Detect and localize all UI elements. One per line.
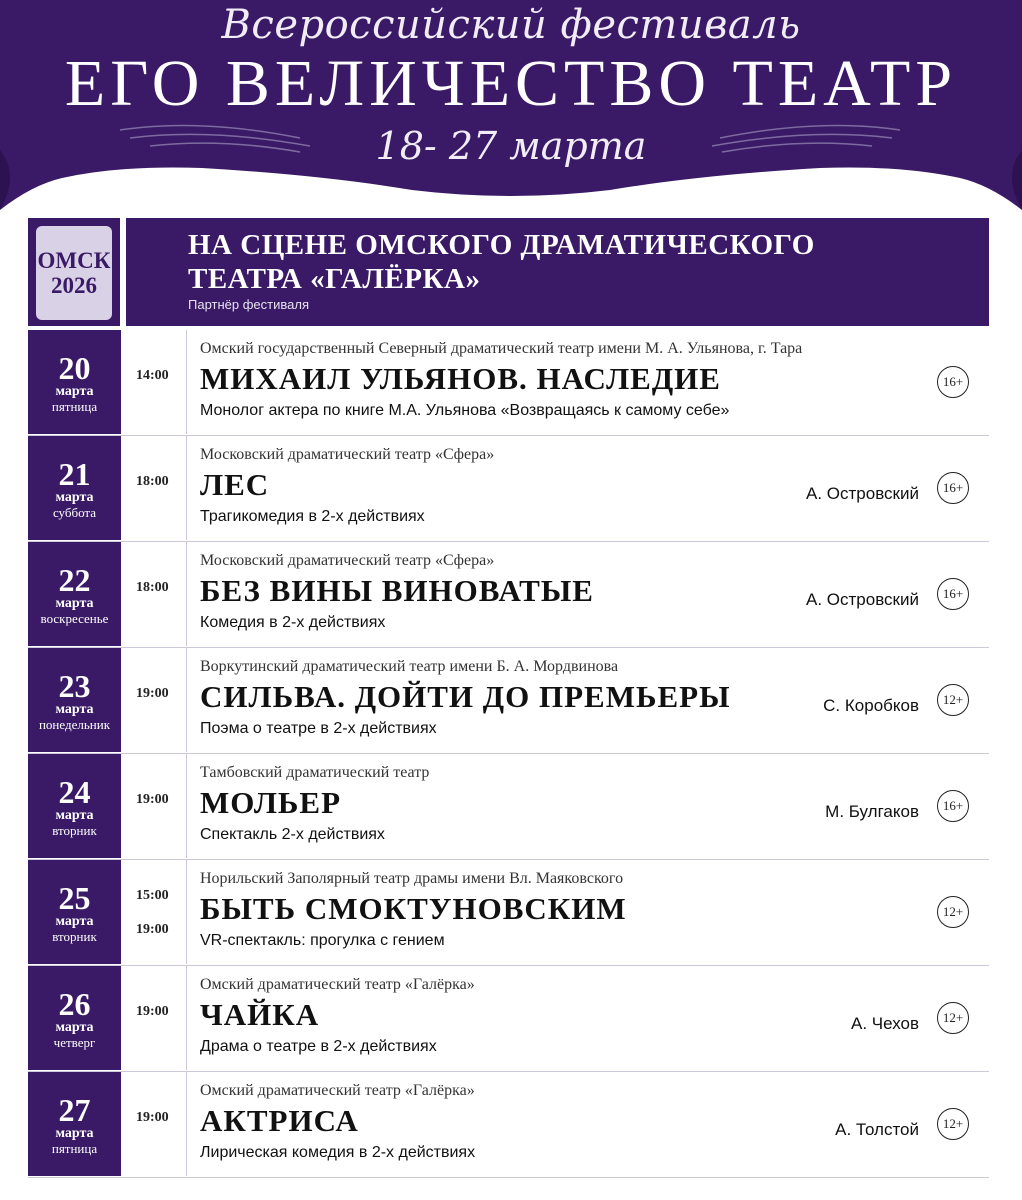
play-genre: Поэма о театре в 2-х действиях	[200, 720, 437, 737]
schedule-row	[28, 542, 989, 648]
date-day: 24	[58, 774, 91, 810]
schedule-row	[28, 1072, 989, 1178]
play-genre: Монолог актера по книге М.А. Ульянова «Возвращаясь к самому себе»	[200, 402, 730, 419]
date-day: 27	[58, 1092, 91, 1128]
age-rating-badge: 16+	[937, 472, 969, 504]
show-time: 19:00	[136, 922, 169, 937]
show-time: 19:00	[136, 1110, 169, 1125]
schedule-list	[28, 330, 989, 1178]
theatre-name: Московский драматический театр «Сфера»	[200, 552, 495, 569]
date-day: 22	[58, 562, 91, 598]
date-cell	[28, 1072, 121, 1176]
schedule-row	[28, 330, 989, 436]
date-day: 25	[58, 880, 91, 916]
time-cell	[122, 860, 187, 964]
date-weekday: пятница	[51, 399, 98, 414]
play-genre: VR-спектакль: прогулка с гением	[200, 932, 445, 949]
date-cell	[28, 860, 121, 964]
date-weekday: суббота	[52, 505, 97, 520]
festival-dates: 18- 27 марта	[375, 124, 647, 168]
play-genre: Драма о театре в 2-х действиях	[200, 1038, 437, 1055]
date-cell	[28, 436, 121, 540]
schedule-row	[28, 648, 989, 754]
theatre-name: Омский драматический театр «Галёрка»	[200, 1082, 475, 1099]
play-title: МИХАИЛ УЛЬЯНОВ. НАСЛЕДИЕ	[200, 361, 721, 396]
time-cell	[122, 542, 187, 646]
festival-title: ЕГО ВЕЛИЧЕСТВО ТЕАТР	[64, 47, 958, 120]
show-time: 19:00	[136, 1004, 169, 1019]
play-title: БЕЗ ВИНЫ ВИНОВАТЫЕ	[200, 573, 594, 608]
schedule-row	[28, 860, 989, 966]
date-day: 23	[58, 668, 91, 704]
show-time: 19:00	[136, 686, 169, 701]
festival-banner	[0, 0, 1022, 230]
venue-title: НА СЦЕНЕ ОМСКОГО ДРАМАТИЧЕСКОГО ТЕАТРА «ГАЛЁРКА»	[188, 229, 815, 295]
venue-partner-label: Партнёр фестиваля	[188, 297, 309, 312]
date-month: марта	[55, 702, 94, 717]
date-month: марта	[55, 914, 94, 929]
play-title: СИЛЬВА. ДОЙТИ ДО ПРЕМЬЕРЫ	[200, 679, 731, 714]
theatre-name: Омский драматический театр «Галёрка»	[200, 976, 475, 993]
date-cell	[28, 330, 121, 434]
date-weekday: четверг	[53, 1035, 96, 1050]
show-time: 14:00	[136, 368, 169, 383]
theatre-name: Омский государственный Северный драматический театр имени М. А. Ульянова, г. Тара	[200, 340, 803, 357]
show-time: 18:00	[136, 580, 169, 595]
age-rating-badge: 12+	[937, 1108, 969, 1140]
play-title: ЧАЙКА	[200, 997, 320, 1032]
date-day: 21	[58, 456, 91, 492]
play-genre: Трагикомедия в 2-х действиях	[200, 508, 425, 525]
date-day: 26	[58, 986, 91, 1022]
play-author: М. Булгаков	[825, 802, 919, 821]
show-time: 18:00	[136, 474, 169, 489]
play-title: БЫТЬ СМОКТУНОВСКИМ	[200, 891, 627, 926]
venue-header	[28, 218, 989, 326]
date-month: марта	[55, 384, 94, 399]
age-rating-badge: 16+	[937, 366, 969, 398]
time-cell	[122, 754, 187, 858]
theatre-name: Норильский Заполярный театр драмы имени Вл. Маяковского	[200, 870, 624, 887]
time-cell	[122, 1072, 187, 1176]
date-cell	[28, 542, 121, 646]
date-cell	[28, 966, 121, 1070]
time-cell	[122, 436, 187, 540]
time-cell	[122, 330, 187, 434]
play-author: А. Островский	[806, 484, 919, 503]
show-time: 19:00	[136, 792, 169, 807]
date-cell	[28, 754, 121, 858]
play-title: ЛЕС	[200, 467, 270, 502]
venue-divider	[120, 218, 126, 326]
omsk-badge	[36, 226, 112, 320]
date-weekday: воскресенье	[40, 611, 109, 626]
play-author: С. Коробков	[823, 696, 919, 715]
theatre-name: Тамбовский драматический театр	[200, 764, 430, 781]
date-month: марта	[55, 596, 94, 611]
badge-year: 2026	[51, 273, 97, 298]
age-rating-badge: 16+	[937, 578, 969, 610]
theatre-name: Московский драматический театр «Сфера»	[200, 446, 495, 463]
date-month: марта	[55, 490, 94, 505]
age-rating-badge: 12+	[937, 896, 969, 928]
date-weekday: вторник	[52, 929, 97, 944]
play-title: АКТРИСА	[200, 1103, 359, 1138]
date-weekday: пятница	[51, 1141, 98, 1156]
age-rating-badge: 12+	[937, 684, 969, 716]
play-title: МОЛЬЕР	[200, 785, 342, 820]
age-rating-badge: 12+	[937, 1002, 969, 1034]
play-genre: Комедия в 2-х действиях	[200, 614, 386, 631]
date-weekday: понедельник	[38, 717, 111, 732]
schedule-row	[28, 436, 989, 542]
play-author: А. Островский	[806, 590, 919, 609]
play-genre: Спектакль 2-х действиях	[200, 826, 385, 843]
date-month: марта	[55, 808, 94, 823]
time-cell	[122, 648, 187, 752]
date-month: марта	[55, 1126, 94, 1141]
age-rating-badge: 16+	[937, 790, 969, 822]
theatre-name: Воркутинский драматический театр имени Б. А. Мордвинова	[200, 658, 619, 675]
schedule-row	[28, 966, 989, 1072]
play-author: А. Толстой	[835, 1120, 919, 1139]
festival-subtitle: Всероссийский фестиваль	[221, 2, 801, 48]
time-cell	[122, 966, 187, 1070]
play-author: А. Чехов	[851, 1014, 919, 1033]
date-cell	[28, 648, 121, 752]
badge-city: ОМСК	[37, 248, 111, 273]
schedule-row	[28, 754, 989, 860]
date-day: 20	[58, 350, 91, 386]
play-genre: Лирическая комедия в 2-х действиях	[200, 1144, 476, 1161]
date-month: марта	[55, 1020, 94, 1035]
date-weekday: вторник	[52, 823, 97, 838]
show-time: 15:00	[136, 888, 169, 903]
